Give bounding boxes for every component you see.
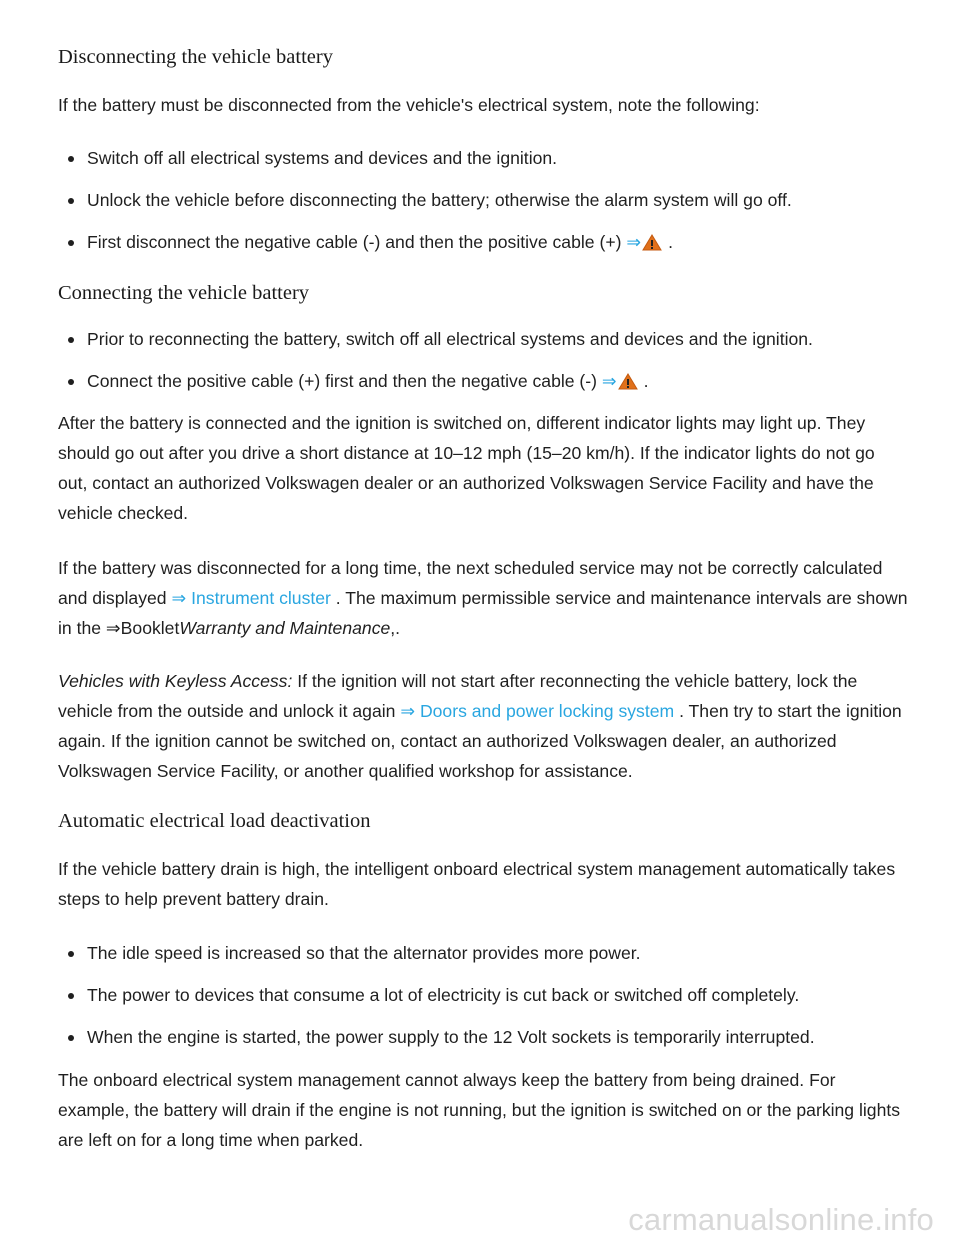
- bullet-dot: [68, 379, 74, 385]
- section-heading-load-deactivation: Automatic electrical load deactivation: [58, 810, 371, 832]
- warning-link[interactable]: ⇒: [602, 371, 644, 391]
- disconnect-intro: If the battery must be disconnected from the vehicle's electrical system, note the following:: [58, 95, 760, 115]
- list-item: First disconnect the negative cable (-) and then the positive cable (+) ⇒ .: [58, 231, 918, 273]
- bullet-dot: [68, 198, 74, 204]
- section-heading-connecting: Connecting the vehicle battery: [58, 282, 310, 304]
- load-deactivation-list: [58, 942, 918, 1068]
- bullet-dot: [68, 156, 74, 162]
- list-item: When the engine is started, the power supply to the 12 Volt sockets is temporarily interrupted.: [58, 1026, 918, 1068]
- list-item: The power to devices that consume a lot of electricity is cut back or switched off completely.: [58, 984, 918, 1026]
- warning-triangle-icon: [618, 373, 638, 390]
- bullet-dot: [68, 1035, 74, 1041]
- list-item: Unlock the vehicle before disconnecting the battery; otherwise the alarm system will go off.: [58, 189, 918, 231]
- list-item: Switch off all electrical systems and devices and the ignition.: [58, 147, 918, 189]
- bullet-dot: [68, 337, 74, 343]
- warning-link[interactable]: ⇒: [626, 232, 668, 252]
- bullet-dot: [68, 240, 74, 246]
- warning-triangle-icon: [642, 234, 662, 251]
- service-interval-paragraph: If the battery was disconnected for a long time, the next scheduled service may not be correctly calculated and displayed ⇒ Instrument cluster . The maximum permissible service and maintenance intervals are shown in the ⇒BookletWarranty and Maintenance,.: [58, 558, 908, 638]
- keyless-access-paragraph: Vehicles with Keyless Access: If the ignition will not start after reconnecting the vehicle battery, lock the vehicle from the outside and unlock it again ⇒ Doors and power locking system . Then try to start the ignition again. If the ignition cannot be switched on, contact an authorized Volkswagen dealer, an authorized Volkswagen Service Facility, or another qualified workshop for assistance.: [58, 671, 902, 781]
- indicator-lights-paragraph: After the battery is connected and the ignition is switched on, different indicator lights may light up. They should go out after you drive a short distance at 10–12 mph (15–20 km/h). If the indicator lights do not go out, contact an authorized Volkswagen dealer or an authorized Volkswagen Service Facility and have the vehicle checked.: [58, 413, 875, 523]
- doors-locking-link[interactable]: ⇒ Doors and power locking system: [400, 701, 675, 721]
- list-item: The idle speed is increased so that the alternator provides more power.: [58, 942, 918, 984]
- site-watermark: carmanualsonline.info: [628, 1202, 934, 1237]
- list-item: Prior to reconnecting the battery, switch off all electrical systems and devices and the ignition.: [58, 328, 918, 370]
- connect-steps-list: [58, 328, 918, 412]
- disconnect-steps-list: [58, 147, 918, 273]
- bullet-dot: [68, 993, 74, 999]
- bullet-dot: [68, 951, 74, 957]
- section-heading-disconnecting: Disconnecting the vehicle battery: [58, 46, 333, 68]
- list-item: Connect the positive cable (+) first and then the negative cable (-) ⇒ .: [58, 370, 918, 412]
- instrument-cluster-link[interactable]: ⇒ Instrument cluster: [171, 588, 331, 608]
- load-deactivation-paragraph: The onboard electrical system management cannot always keep the battery from being drained. For example, the battery will drain if the engine is not running, but the ignition is switched on or the parking lights are left on for a long time when parked.: [58, 1070, 901, 1150]
- load-deactivation-intro: If the vehicle battery drain is high, the intelligent onboard electrical system management automatically takes steps to help prevent battery drain.: [58, 859, 896, 909]
